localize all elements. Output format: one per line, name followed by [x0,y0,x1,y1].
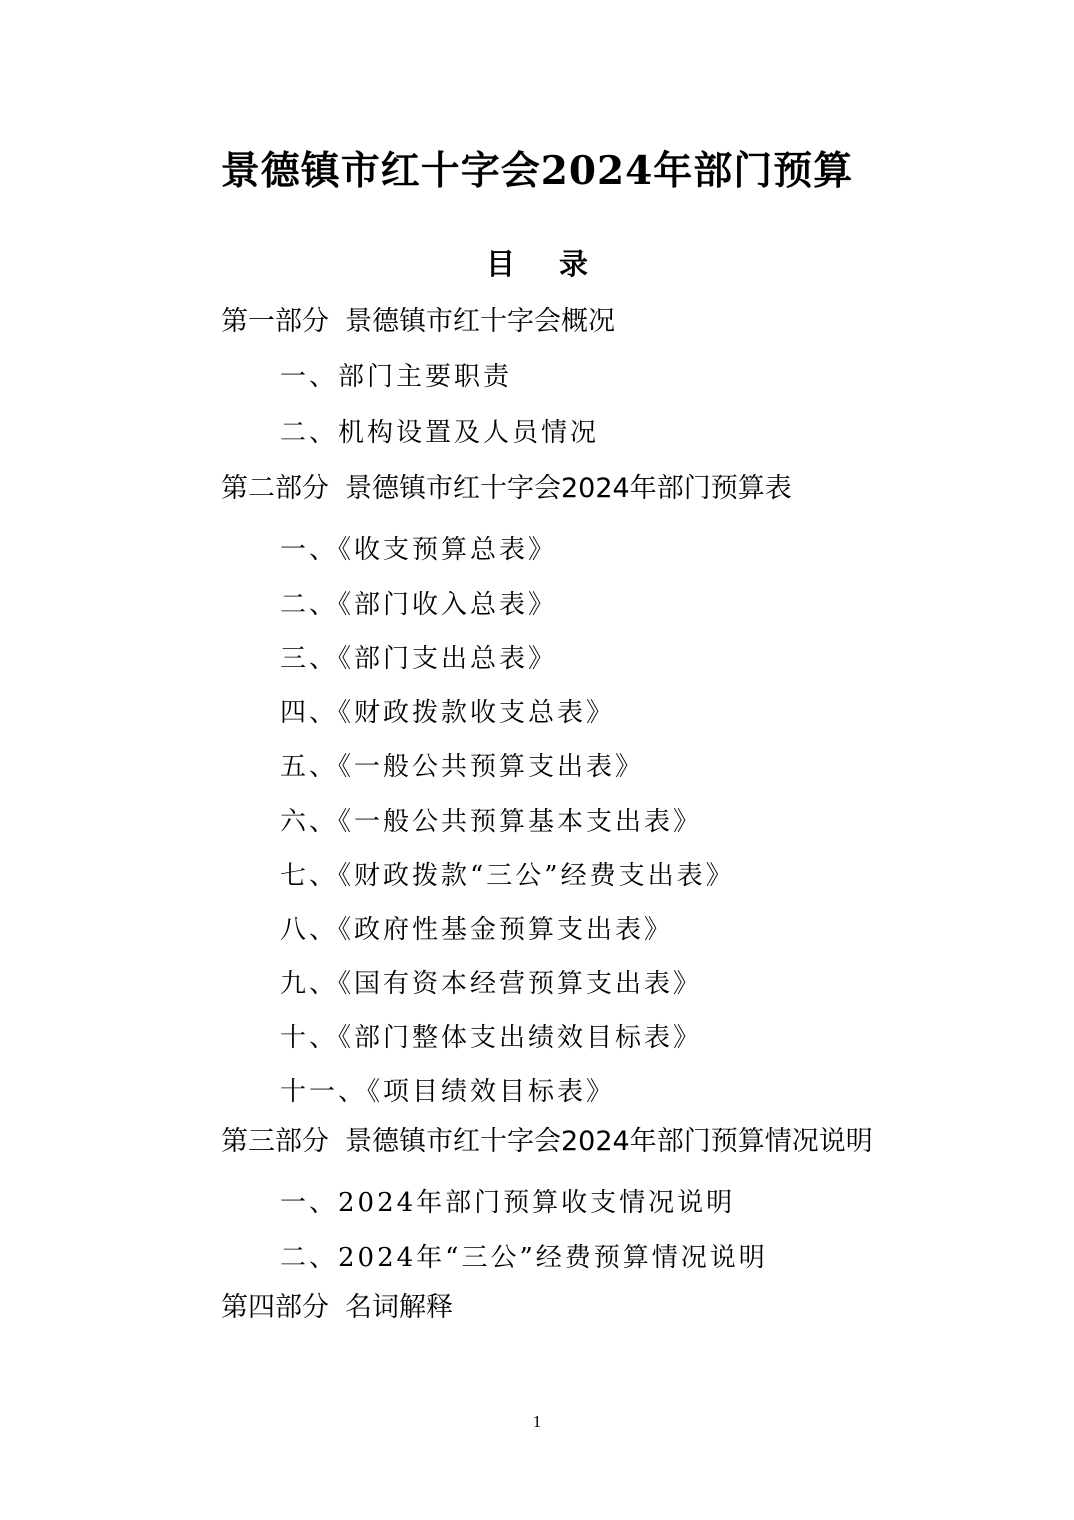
page-number: 1 [532,1412,542,1431]
toc-item[interactable]: 一、部门主要职责 [280,362,513,392]
toc-item[interactable]: 十、《部门整体支出绩效目标表》 [280,1023,703,1053]
toc-part-title: 景德镇市红十字会2024年部门预算表 [345,473,792,504]
toc-item[interactable]: 二、机构设置及人员情况 [280,418,600,448]
toc-item[interactable]: 三、《部门支出总表》 [280,644,558,674]
toc-item[interactable]: 十一、《项目绩效目标表》 [280,1077,616,1107]
toc-part-title: 景德镇市红十字会2024年部门预算情况说明 [345,1126,873,1157]
toc-part-label: 第三部分 [221,1126,329,1157]
toc-item[interactable]: 六、《一般公共预算基本支出表》 [280,807,703,837]
toc-item[interactable]: 七、《财政拨款“三公”经费支出表》 [280,861,735,891]
toc-heading-right: 录 [559,247,589,281]
toc-part-3[interactable] [221,1123,873,1161]
toc-part-label: 第二部分 [221,473,329,504]
toc-item[interactable]: 九、《国有资本经营预算支出表》 [280,969,703,999]
toc-item[interactable]: 八、《政府性基金预算支出表》 [280,915,674,945]
toc-part-label: 第一部分 [221,306,329,337]
document-title: 景德镇市红十字会2024年部门预算 [220,148,854,194]
toc-heading [0,244,1074,284]
toc-part-label: 第四部分 [221,1292,329,1323]
toc-part-2[interactable] [221,470,792,508]
toc-part-title: 景德镇市红十字会概况 [345,306,615,337]
toc-item[interactable]: 五、《一般公共预算支出表》 [280,752,645,782]
toc-part-title: 名词解释 [345,1292,453,1323]
toc-part-1[interactable] [221,303,615,341]
toc-part-4[interactable] [221,1289,453,1327]
toc-item[interactable]: 二、2024年“三公”经费预算情况说明 [280,1243,768,1273]
toc-item[interactable]: 四、《财政拨款收支总表》 [280,698,616,728]
toc-item[interactable]: 一、2024年部门预算收支情况说明 [280,1188,736,1218]
toc-item[interactable]: 一、《收支预算总表》 [280,535,558,565]
toc-item[interactable]: 二、《部门收入总表》 [280,590,558,620]
toc-heading-left: 目 [485,247,515,281]
